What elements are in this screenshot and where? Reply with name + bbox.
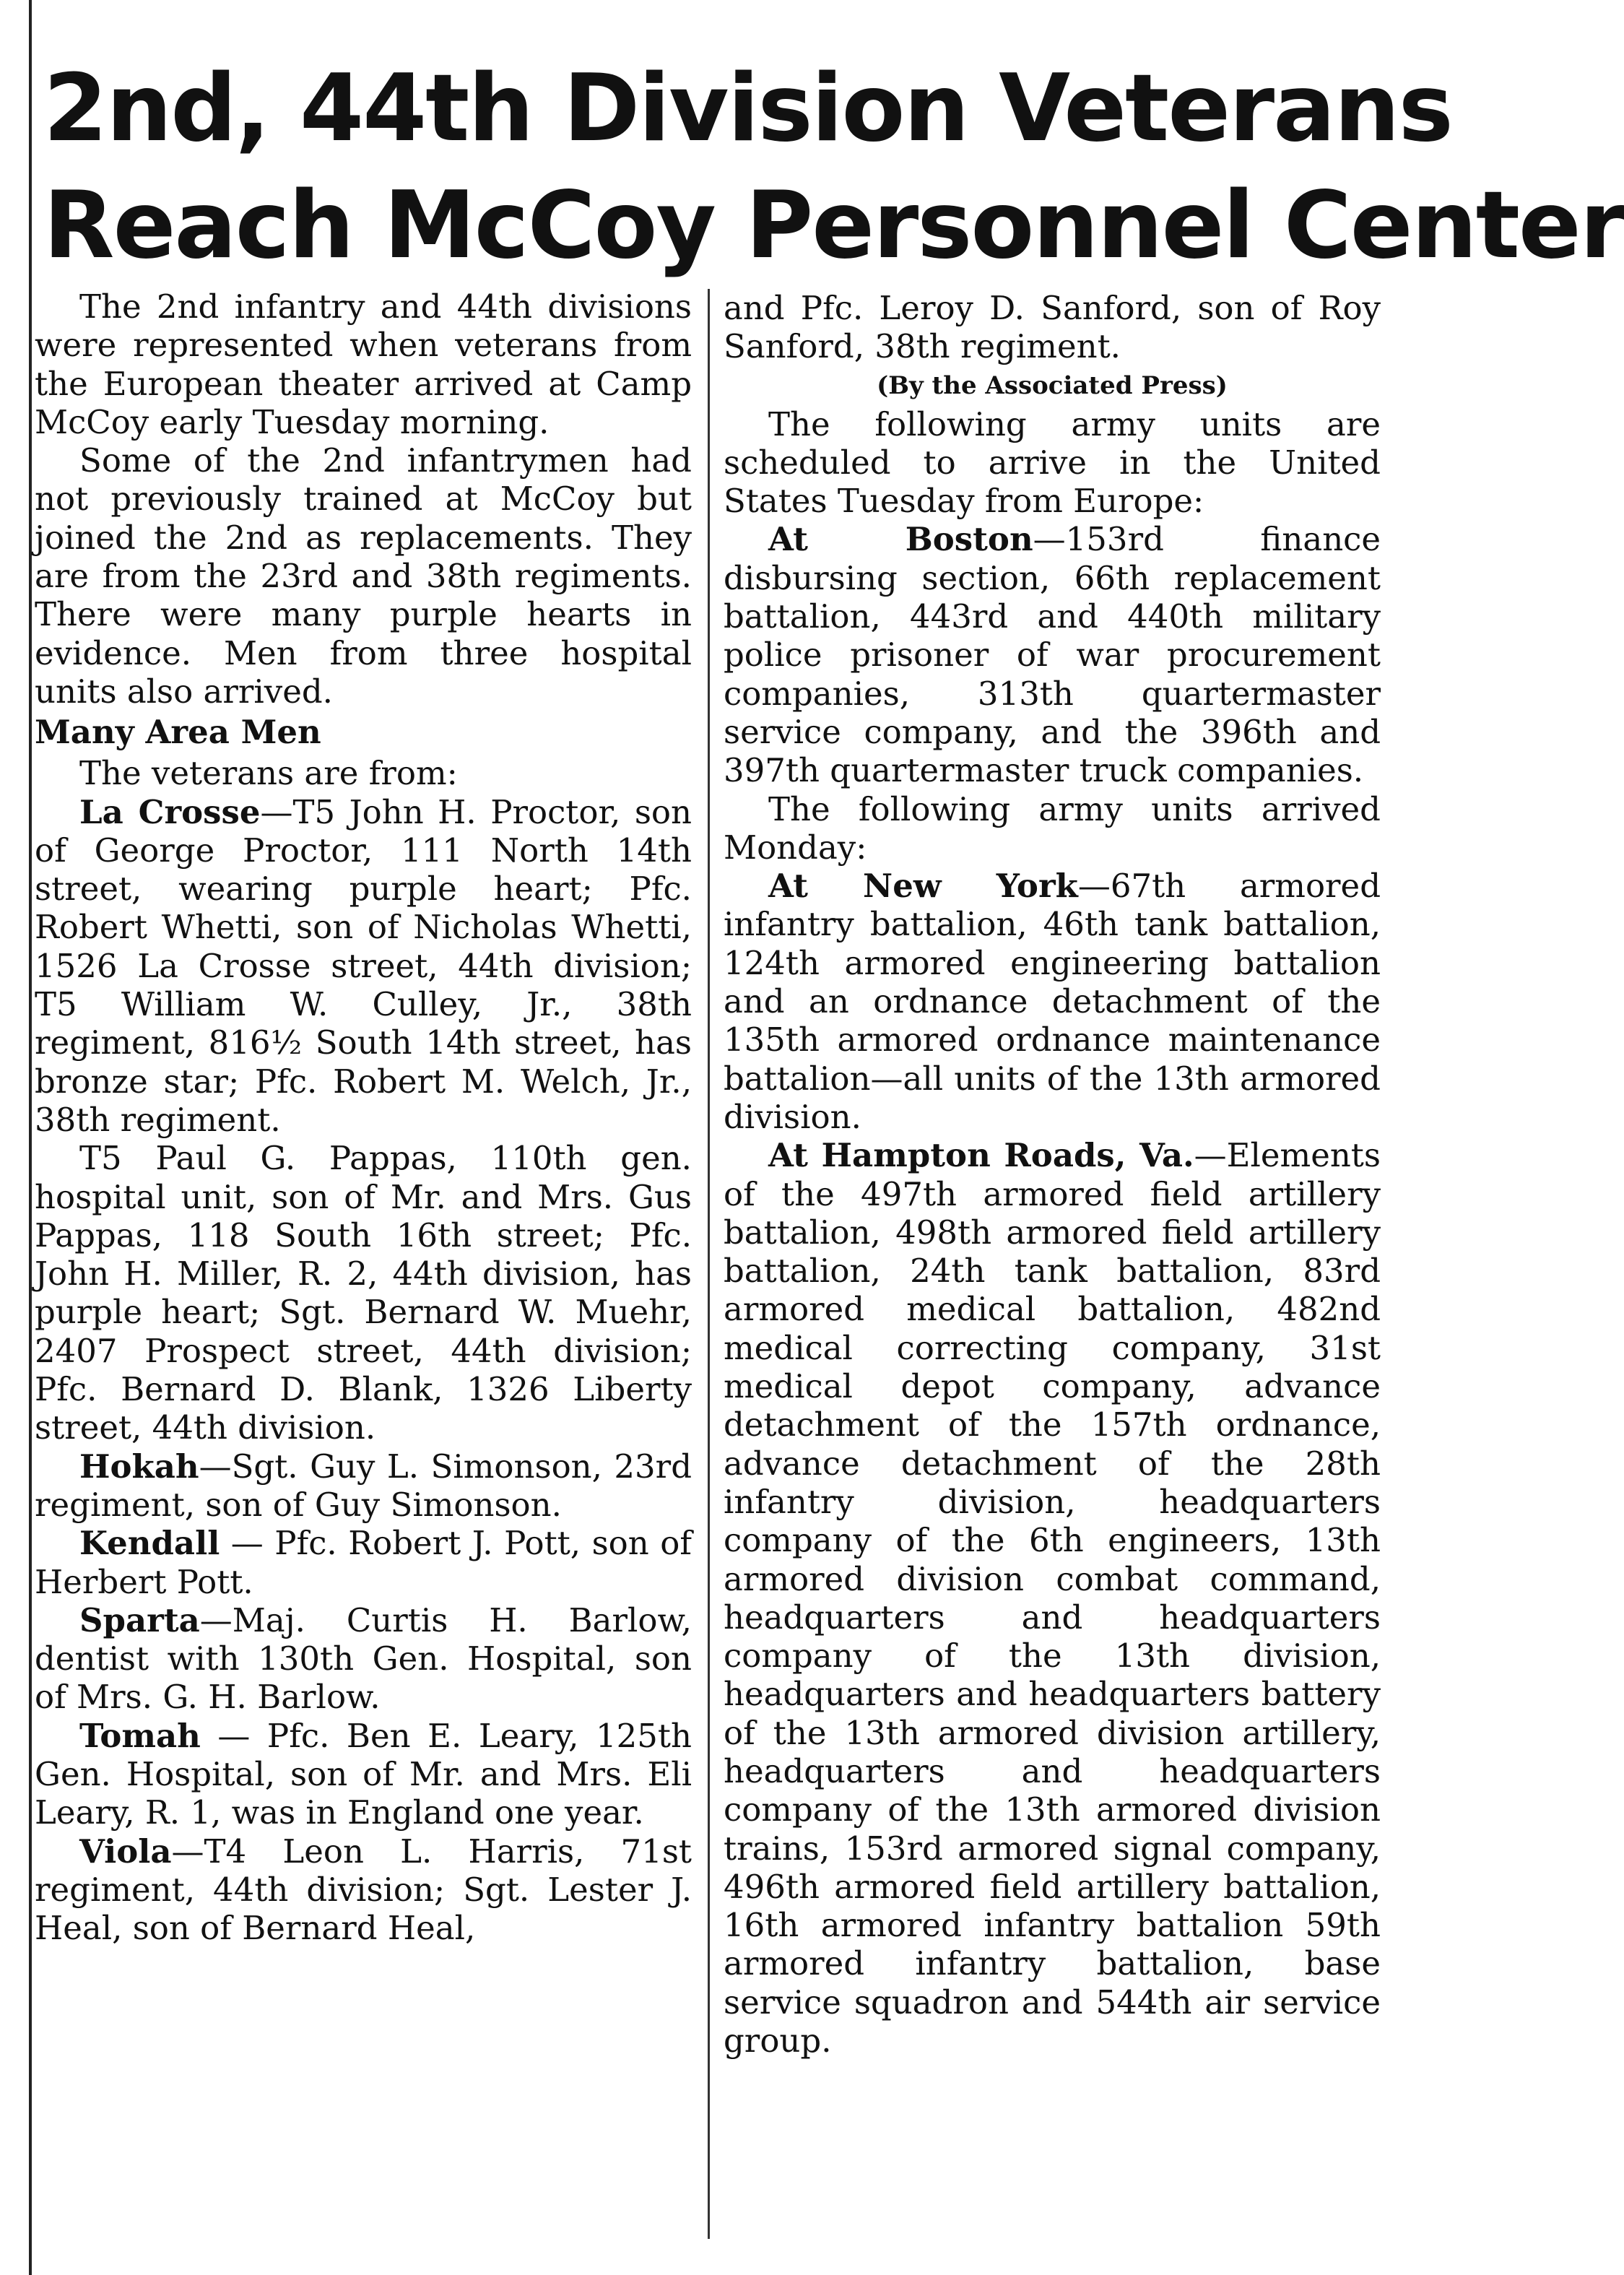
hampton-roads-paragraph [724,1136,1381,2060]
sparta-text: —Maj. Curtis H. Barlow, dentist with 130th Gen. Hospital, son of Mrs. G. H. Barlow. [35,1600,692,1717]
la-crosse-paragraph [35,793,692,1140]
left-edge-rule [29,0,32,2275]
column-divider [708,289,710,2239]
replacements-paragraph: Some of the 2nd infantrymen had not previously trained at McCoy but joined the 2nd as replacements. They are from the 23rd and 38th regiments. There were many purple hearts in evidence. Men from three hospital units also arrived. [35,441,692,711]
headline-line-2: Reach McCoy Personnel Center [43,172,1624,280]
tomah-paragraph [35,1717,692,1832]
new-york-text: —67th armored infantry battalion, 46th tank battalion, 124th armored engineering battalion and an ordnance detachment of the 135th armored ordnance maintenance battalion—all units of the 13th armored division. [724,867,1381,1136]
veterans-from-paragraph: The veterans are from: [79,754,458,793]
tomah-text: — Pfc. Ben E. Leary, 125th Gen. Hospital, son of Mr. and Mrs. Eli Leary, R. 1, was in England one year. [35,1716,692,1832]
intro-paragraph: The 2nd infantry and 44th divisions were represented when veterans from the European theater arrived at Camp McCoy early Tuesday morning. [35,287,692,441]
place-hokah: Hokah [79,1447,199,1486]
headline [43,51,1624,285]
headline-line-1: 2nd, 44th Division Veterans [43,55,1452,162]
new-york-paragraph [724,867,1381,1136]
viola-text: —T4 Leon L. Harris, 71st regiment, 44th division; Sgt. Lester J. Heal, son of Bernard Heal, [35,1832,692,1948]
sparta-paragraph [35,1601,692,1717]
place-sparta: Sparta [79,1600,200,1639]
place-tomah: Tomah [79,1716,201,1755]
scheduled-units-paragraph: The following army units are scheduled to arrive in the United States Tuesday from Europe: [724,404,1381,521]
associated-press-credit: (By the Associated Press) [877,370,1228,400]
kendall-text: — Pfc. Robert J. Pott, son of Herbert Pott. [35,1524,692,1601]
right-column [724,289,1381,2060]
hampton-roads-text: —Elements of the 497th armored field artillery battalion, 498th armored field artillery battalion, 24th tank battalion, 83rd armored medical battalion, 482nd medical correcting company, 31st medical depot company, advance detachment of the 157th ordnance, advance detachment of the 28th infantry division, headquarters company of the 6th engineers, 13th armored division combat command, headquarters and headquarters company of the 13th division, headquarters and headquarters battery of the 13th armored division artillery, headquarters and headquarters company of the 13th armored division trains, 153rd armored signal company, 496th armored field artillery battalion, 16th armored infantry battalion 59th armored infantry battalion, base service squadron and 544th air service group. [724,1136,1381,2060]
arrived-monday-paragraph: The following army units arrived Monday: [724,789,1381,867]
la-crosse-text: —T5 John H. Proctor, son of George Proctor, 111 North 14th street, wearing purple heart; Pfc. Robert Whetti, son of Nicholas Whetti, 1526 La Crosse street, 44th division; T5 William W. Culley, Jr., 38th regiment, 816½ South 14th street, has bronze star; Pfc. Robert M. Welch, Jr., 38th regiment. [35,792,692,1139]
continuation-paragraph: and Pfc. Leroy D. Sanford, son of Roy Sanford, 38th regiment. [724,289,1381,366]
subhead-many-area-men: Many Area Men [35,713,321,752]
place-la-crosse: La Crosse [79,792,261,831]
hokah-paragraph [35,1447,692,1525]
boston-paragraph [724,520,1381,789]
place-boston: At Boston [768,520,1033,559]
boston-text: —153rd finance disbursing section, 66th replacement battalion, 443rd and 440th military police prisoner of war procurement companies, 313th quartermaster service company, and the 396th and 397th quartermaster truck companies. [724,520,1381,790]
pappas-paragraph: T5 Paul G. Pappas, 110th gen. hospital unit, son of Mr. and Mrs. Gus Pappas, 118 South 16th street; Pfc. John H. Miller, R. 2, 44th division, has purple heart; Sgt. Bernard W. Muehr, 2407 Prospect street, 44th division; Pfc. Bernard D. Blank, 1326 Liberty street, 44th division. [35,1139,692,1447]
place-new-york: At New York [768,867,1078,906]
viola-paragraph [35,1832,692,1948]
hokah-text: —Sgt. Guy L. Simonson, 23rd regiment, son of Guy Simonson. [35,1447,692,1524]
kendall-paragraph [35,1524,692,1601]
place-viola: Viola [79,1832,172,1871]
place-kendall: Kendall [79,1524,220,1563]
place-hampton-roads: At Hampton Roads, Va. [768,1136,1194,1175]
left-column [35,287,692,1947]
